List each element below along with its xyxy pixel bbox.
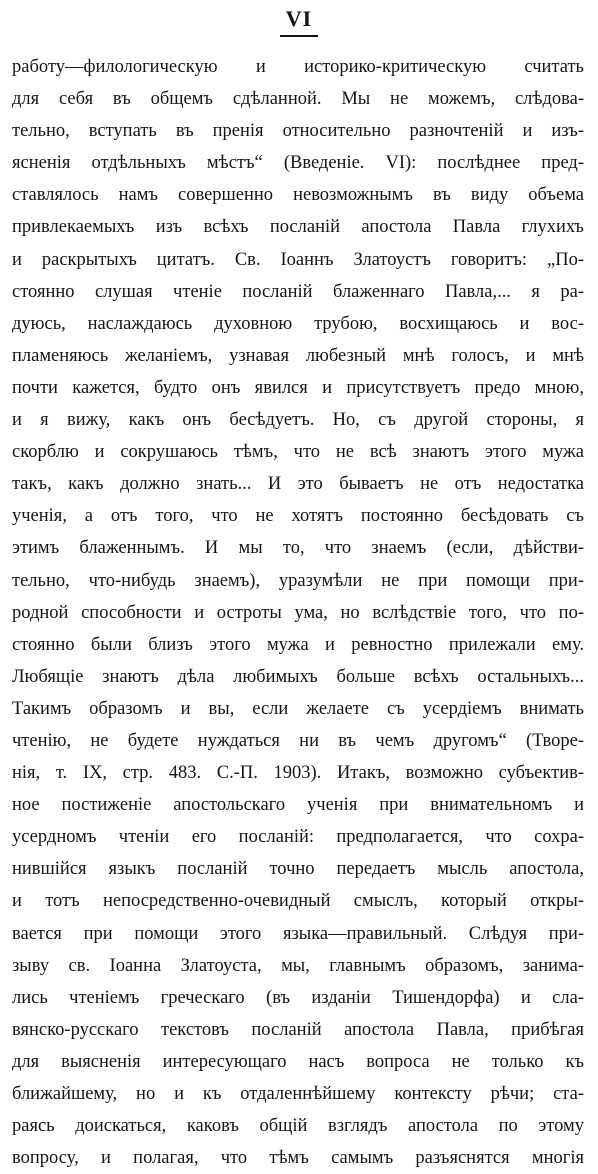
text-line: Такимъ образомъ и вы, если желаете съ усердіемъ внимать: [12, 698, 584, 719]
text-line: ученія, а отъ того, что не хотятъ постоянно бесѣдовать съ: [12, 506, 584, 527]
text-line: Любящіе знаютъ дѣла любимыхъ больше всѣхъ остальныхъ...: [12, 666, 584, 687]
text-line: такъ, какъ должно знать... И это бываетъ не отъ недостатка: [12, 474, 584, 495]
text-line: тельно, что-нибудь знаемъ), уразумѣли не при помощи при-: [12, 570, 584, 591]
text-line: почти кажется, будто онъ явился и присутствуетъ предо мною,: [12, 377, 584, 398]
text-line: привлекаемыхъ изъ всѣхъ посланій апостола Павла глухихъ: [12, 217, 584, 238]
text-line: тельно, вступать въ пренія относительно разночтеній и изъ-: [12, 121, 584, 142]
text-line: зыву св. Іоанна Златоуста, мы, главнымъ образомъ, занима-: [12, 955, 584, 976]
page-header: [0, 6, 598, 37]
text-line: усердномъ чтеніи его посланій: предполагается, что сохра-: [12, 827, 584, 848]
text-line: нившійся языкъ посланій точно передаетъ мысль апостола,: [12, 859, 584, 880]
text-line: и раскрытыхъ цитатъ. Св. Іоаннъ Златоустъ говоритъ: „По-: [12, 249, 584, 270]
text-line: чтенію, не будете нуждаться ни въ чемъ другомъ“ (Творе-: [12, 730, 584, 751]
text-line: и я вижу, какъ онъ бесѣдуетъ. Но, съ другой стороны, я: [12, 410, 584, 431]
text-line: лись чтеніемъ греческаго (въ изданіи Тишендорфа) и сла-: [12, 987, 584, 1008]
text-line: для выясненія интересующаго насъ вопроса не только къ: [12, 1051, 584, 1072]
text-line: для себя въ общемъ сдѣланной. Мы не можемъ, слѣдова-: [12, 89, 584, 110]
text-line: ясненія отдѣльныхъ мѣстъ“ (Введеніе. VI): послѣднее пред-: [12, 153, 584, 174]
page-number: VI: [280, 6, 318, 37]
text-line: раясь доискаться, каковъ общій взглядъ апостола по этому: [12, 1116, 584, 1137]
text-line: скорблю и сокрушаюсь тѣмъ, что не всѣ знаютъ этого мужа: [12, 442, 584, 463]
body-text: [12, 51, 584, 1174]
text-line: ближайшему, но и къ отдаленнѣйшему контексту рѣчи; ста-: [12, 1084, 584, 1104]
text-line: дуюсь, наслаждаюсь духовною трубою, восхищаюсь и вос-: [12, 313, 584, 334]
text-line: ставлялось намъ совершенно невозможнымъ въ виду объема: [12, 185, 584, 206]
text-line: вается при помощи этого языка—правильный. Слѣдуя при-: [12, 923, 584, 944]
text-line: стоянно были близъ этого мужа и ревностно прилежали ему.: [12, 634, 584, 655]
text-line: нія, т. IX, стр. 483. С.-П. 1903). Итакъ, возможно субъектив-: [12, 763, 584, 784]
text-line: пламеняюсь желаніемъ, узнавая любезный мнѣ голосъ, и мнѣ: [12, 345, 584, 366]
text-line: стоянно слушая чтеніе посланій блаженнаго Павла,... я ра-: [12, 281, 584, 302]
text-line: и тотъ непосредственно-очевидный смыслъ, который откры-: [12, 891, 584, 912]
text-line: вопросу, и полагая, что тѣмъ самымъ разъяснятся многія: [12, 1148, 584, 1169]
text-line: этимъ блаженнымъ. И мы то, что знаемъ (если, дѣйстви-: [12, 538, 584, 559]
text-line: вянско-русскаго текстовъ посланій апостола Павла, прибѣгая: [12, 1019, 584, 1040]
text-line: работу—филологическую и историко-критическую считать: [12, 57, 584, 77]
text-line: родной способности и остроты ума, но вслѣдствіе того, что по-: [12, 602, 584, 623]
text-line: ное постиженіе апостольскаго ученія при внимательномъ и: [12, 795, 584, 816]
